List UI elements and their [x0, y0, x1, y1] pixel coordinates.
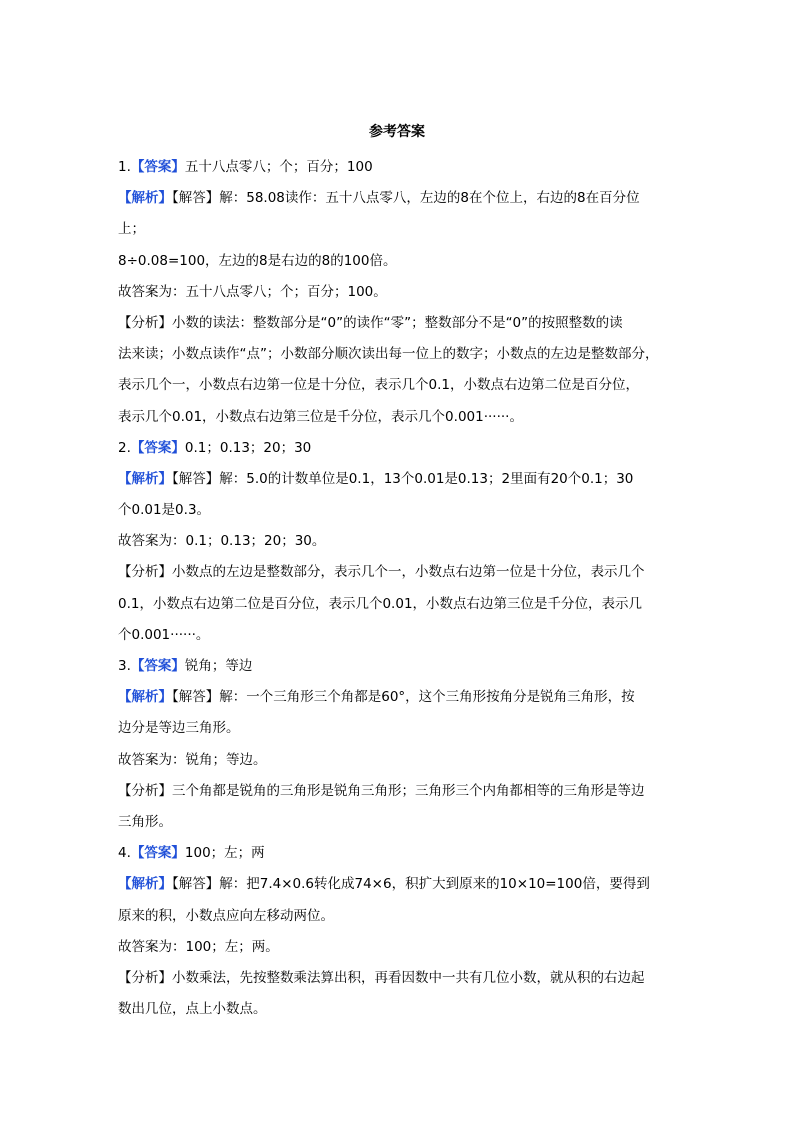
q2-solution-line-1: [118, 464, 678, 495]
q4-final: 故答案为：100；左；两。: [118, 938, 279, 955]
q4-solution-text-2: 原来的积，小数点应向左移动两位。: [118, 907, 334, 924]
q2-explain-text-3: 个0.001······。: [118, 626, 210, 643]
q3-explain-text-2: 三角形。: [118, 813, 172, 830]
q1-solution-text-1: 解：58.08读作：五十八点零八，左边的8在个位上，右边的8在百分位: [219, 190, 640, 207]
q3-solution-text-2: 边分是等边三角形。: [118, 720, 240, 737]
q3-final-line: [118, 745, 678, 776]
q4-solution-text-1: 解：把7.4×0.6转化成74×6，积扩大到原来的10×10=100倍，要得到: [219, 876, 650, 893]
analysis-label: 【解析】: [118, 876, 172, 893]
analysis-label: 【解析】: [118, 190, 172, 207]
q4-explain-line-2: [118, 994, 678, 1025]
q1-final: 故答案为：五十八点零八；个；百分；100。: [118, 283, 387, 300]
q3-answer-line: [118, 651, 678, 682]
q1-final-line: [118, 277, 678, 308]
q1-explain-text-3: 表示几个一，小数点右边第一位是十分位，表示几个0.1，小数点右边第二位是百分位，: [118, 377, 639, 394]
q3-solution-text-1: 解：一个三角形三个角都是60°，这个三角形按角分是锐角三角形，按: [219, 689, 635, 706]
q1-answer: 五十八点零八；个；百分；100: [184, 159, 373, 175]
q1-explain-line-3: [118, 370, 678, 401]
q1-solution-line-1: [118, 183, 678, 214]
q3-explain-line-2: [118, 807, 678, 838]
solution-label: 【解答】: [172, 190, 220, 207]
q3-explain-line-1: [118, 776, 678, 807]
solution-label: 【解答】: [172, 876, 220, 893]
solution-label: 【解答】: [172, 470, 220, 487]
explain-label: 【分析】: [118, 314, 172, 331]
q2-explain-text-2: 0.1，小数点右边第二位是百分位，表示几个0.01，小数点右边第三位是千分位，表示几: [118, 595, 643, 612]
q1-explain-line-1: [118, 308, 678, 339]
page-title: 参考答案: [369, 124, 425, 140]
q1-solution-line-2: [118, 214, 678, 245]
answer-content: [118, 152, 678, 1025]
q2-answer: 0.1；0.13；20；30: [184, 439, 312, 456]
explain-label: 【分析】: [118, 782, 172, 799]
q4-number: 4.: [118, 845, 131, 862]
q2-solution-text-1: 解：5.0的计数单位是0.1，13个0.01是0.13；2里面有20个0.1；30: [219, 470, 634, 487]
q3-number: 3.: [118, 658, 131, 674]
q1-explain-line-4: [118, 402, 678, 433]
q2-explain-text-1: 小数点的左边是整数部分，表示几个一，小数点右边第一位是十分位，表示几个: [172, 564, 645, 581]
q1-number: 1.: [118, 159, 131, 175]
q4-explain-text-1: 小数乘法，先按整数乘法算出积，再看因数中一共有几位小数，就从积的右边起: [172, 969, 645, 986]
q2-solution-text-2: 个0.01是0.3。: [118, 502, 211, 519]
q1-explain-text-1: 小数的读法：整数部分是“0”的读作“零”；整数部分不是“0”的按照整数的读: [172, 314, 623, 331]
q1-answer-line: [118, 152, 678, 183]
q1-solution-text-3: 8÷0.08=100，左边的8是右边的8的100倍。: [118, 252, 397, 269]
q4-explain-text-2: 数出几位，点上小数点。: [118, 1001, 267, 1018]
q2-explain-line-1: [118, 557, 678, 588]
q3-solution-line-2: [118, 713, 678, 744]
q2-explain-line-3: [118, 620, 678, 651]
answer-label: 【答案】: [130, 439, 185, 456]
q4-final-line: [118, 932, 678, 963]
q4-solution-line-2: [118, 901, 678, 932]
answer-label: 【答案】: [130, 658, 185, 674]
q1-explain-line-2: [118, 339, 678, 370]
answer-label: 【答案】: [130, 845, 185, 862]
q4-explain-line-1: [118, 963, 678, 994]
analysis-label: 【解析】: [118, 470, 172, 487]
q1-solution-line-3: [118, 246, 678, 277]
solution-label: 【解答】: [172, 689, 220, 706]
q2-answer-line: [118, 433, 678, 464]
q3-answer: 锐角；等边: [184, 658, 253, 674]
q4-answer-line: [118, 838, 678, 869]
explain-label: 【分析】: [118, 969, 172, 986]
q2-final-line: [118, 526, 678, 557]
q3-explain-text-1: 三个角都是锐角的三角形是锐角三角形；三角形三个内角都相等的三角形是等边: [172, 782, 645, 799]
q2-explain-line-2: [118, 589, 678, 620]
q2-solution-line-2: [118, 495, 678, 526]
q1-solution-text-2: 上；: [118, 221, 145, 238]
q3-final: 故答案为：锐角；等边。: [118, 751, 267, 768]
q3-solution-line-1: [118, 682, 678, 713]
answer-label: 【答案】: [130, 159, 185, 175]
q2-final: 故答案为：0.1；0.13；20；30。: [118, 533, 326, 550]
explain-label: 【分析】: [118, 564, 172, 581]
q4-solution-line-1: [118, 869, 678, 900]
q1-explain-text-4: 表示几个0.01，小数点右边第三位是千分位，表示几个0.001······。: [118, 408, 523, 425]
q4-answer: 100；左；两: [184, 845, 265, 862]
q2-number: 2.: [118, 439, 131, 456]
q1-explain-text-2: 法来读；小数点读作“点”；小数部分顺次读出每一位上的数字；小数点的左边是整数部分，: [118, 346, 659, 363]
analysis-label: 【解析】: [118, 689, 172, 706]
